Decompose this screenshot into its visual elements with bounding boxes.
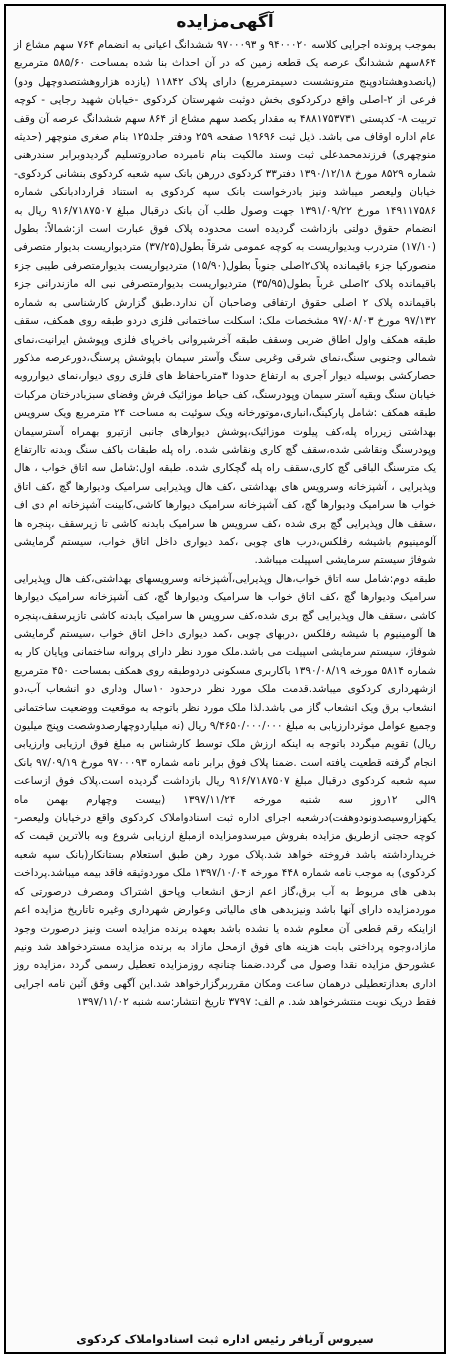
auction-notice (4, 4, 446, 1354)
notice-title: آگهی‌مزایده (176, 12, 274, 32)
notice-body (6, 36, 444, 1012)
signature-line: سیروس آریافر رئیس اداره ثبت اسنادواملاک کردکوی (76, 1332, 374, 1346)
notice-paragraph: بموجب پرونده اجرایی کلاسه ۹۴۰۰۰۲۰ و ۹۷۰۰۰۹۳ ششدانگ اعیانی به انضمام ۷۶۴ سهم مشاع از ۸۶۴سهم ششدانگ عرصه یک قطعه زمین که در آن احداث بنا شده بمساحت ۵۸۵/۶۰ مترمربع (پانصدوهشتادوپنج مترونشست دسیمترمربع) دارای پلاک ۱۱۸۴۲ (یازده هزاروهشتصدوچهل ودو) فرعی از ۲-اصلی واقع درکردکوی بخش دوثبت شهرستان کردکوی -خیابان شهید رجایی - کوچه تربیت ۸- کدپستی ۴۸۸۱۷۵۳۷۳۱ به مقدار یکصد سهم مشاع از ۸۶۴ سهم ششدانگ عرصه آن وقف عام اداره اوقاف می باشد. ذیل ثبت ۱۹۶۹۶ صفحه ۲۵۹ ودفتر جلد۱۲۵ بنام صغری منوچهر (حدیثه منوچهری) فرزندمحمدعلی ثبت وسند مالکیت بنام نامبرده صادروتسلیم گردیدوبرابر سندرهنی شماره ۸۵۲۹ مورخ ۱۳۹۰/۱۲/۱۸ دفتر۳۳ کردکوی دررهن بانک سپه شعبه کردکوی بنشانی کردکوی- خیابان ولیعصر میباشد ونیز بادرخواست بانک سپه کردکوی به استناد قراردادبانکی شماره ۱۴۹۱۱۷۵۸۶ مورخ ۱۳۹۱/۰۹/۲۲ جهت وصول طلب آن بانک درقبال مبلغ ۹۱۶/۷۱۸۷۵۰۷ ریال به انضمام حقوق دولتی بازداشت گردیده است محدوده پلاک فوق عبارت است از:شمالاً: بطول (۱۷/۱۰) متردرب وبدیواریست به کوچه عمومی شرقاً بطول(۳۷/۲۵) متردیواریست بدیوار متصرفی منصورکیا جزء باقیمانده پلاک۲اصلی جنوباً بطول(۱۵/۹۰) متردیواریست بدیوارمتصرفی طیبی جزء باقیمانده پلاک ۲اصلی غرباً بطول(۳۵/۹۵) متردیواریست بدیوارمتصرفی نبی اله مازندرانی جزء باقیمانده پلاک ۲ اصلی حقوق ارتفاقی وصاحبان آن ندارد.طبق گزارش کارشناسی به شماره ۹۷/۱۳۲ مورخ ۹۷/۰۸/۰۳ مشخصات ملک: اسکلت ساختمانی فلزی دردو طبقه روی همکف، سقف طبقه همکف واول اطاق ضربی وسقف طبقه آخرشیروانی باخرپای فلزی وپوشش ایرانیت،نمای شمالی وجنوبی سنگ،نمای شرقی وغربی سنگ وآستر سیمان باپوشش پرسنگ،دورعرصه مذکور حصارکشی بوسیله دیوار آجری به ارتفاع حدودا ۳مترباحفاظ های فلزی روی دیوار،نمای دیوارروبه خیابان سنگ وبقیه آستر سیمان وپودرسنگ، کف حیاط موزائیک فرش وفضای سبزبادرختان مرکبات طبقه همکف :شامل پارکینگ،انباری،موتورخانه ویک سوئیت به مساحت ۲۴ مترمربع ویک سرویس بهداشتی زیرراه پله،کف پیلوت موزائیک،پوشش دیوارهای جانبی ازتیرو بهمراه آسترسیمان وپودرسنگ ونقاشی شده،سقف گچ کاری ونقاشی شده. راه پله طبقات باکف سنگ وبدنه تاارتفاع یک مترسنگ الباقی گچ کاری،سقف راه پله گچکاری شده. طبقه اول:شامل سه اتاق خواب ، هال وپذیرایی ، آشپزخانه وسرویس های بهداشتی ،کف هال وپذیرایی سرامیک ودیوارها گچ ،کف اتاق خواب ها سرامیک ودیوارها گچ، کف آشپزخانه سرامیک دیوارها کاشی،کابینت آشپزخانه ام دی اف ،سقف هال وپذیرایی گچ بری شده ،کف سرویس ها سرامیک بابدنه کاشی تا زیرسقف ،پنجره ها آلومینیوم باشیشه رفلکس،درب های چوبی ،کمد دیواری داخل اتاق خواب، سیستم گرمایشی شوفاژ سیستم سرمایشی اسپیلت میباشد. (14, 39, 437, 567)
notice-paragraph: طبقه دوم:شامل سه اتاق خواب،هال وپذیرایی،آشپزخانه وسرویسهای بهداشتی،کف هال وپذیرایی سرامیک ودیوارها گچ ،کف اتاق خواب ها سرامیک ودیوارها گچ، کف آشپزخانه سرامیک دیوارها کاشی ،سقف هال وپذیرایی گچ بری شده،کف سرویس ها سرامیک بابدنه کاشی تازیرسقف،پنجره ها آلومینیوم با شیشه رفلکس ،دربهای چوبی ،کمد دیواری داخل اتاق خواب ،سیستم گرمایشی شوفاژ، سیستم سرمایشی اسپیلت می باشد.ملک مورد نظر دارای پروانه ساختمانی وپایان کار به شماره ۵۸۱۴ مورخه ۱۳۹۰/۰۸/۱۹ باکاربری مسکونی دردوطبقه روی همکف بمساحت ۴۵۰ مترمربع ازشهرداری کردکوی میباشد.قدمت ملک مورد نظر درحدود ۱۰سال وداری دو انشعاب آب،دو انشعاب برق ویک انشعاب گاز می باشد.لذا ملک مورد نظر باتوجه به موقعیت ووضعیت ساختمانی وجمیع عوامل موثردارزیابی به مبلغ ۹/۴۶۵۰/۰۰۰/۰۰۰ ریال (نه میلیاردوچهارصدوشصت وپنج میلیون ریال) تقویم میگردد باتوجه به اینکه ارزش ملک توسط کارشناس به مبلغ فوق ارزیابی وارزیابی انجام گرفته قطعیت یافته است .ضمنا پلاک فوق برابر نامه شماره ۹۷۰۰۰۹۳ مورخ ۹۷/۰۹/۱۹ بانک سپه شعبه کردکوی درقبال مبلغ ۹۱۶/۷۱۸۷۵۰۷ ریال بازداشت گردیده است.پلاک فوق ازساعت ۹الی ۱۲روز سه شنبه مورخه ۱۳۹۷/۱۱/۲۴ (بیست وچهارم بهمن ماه یکهزاروسیصدونودوهفت)درشعبه اجرای اداره ثبت اسنادواملاک کردکوی واقع درخیابان ولیعصر-کوچه حجتی ازطریق مزایده بفروش میرسدومزایده ازمبلغ ارزیابی شروع وبه بالاترین قیمت که خریدارداشته باشد فروخته خواهد شد.پلاک مورد رهن طبق استعلام بستانکار(بانک سپه شعبه کردکوی) به موجب نامه شماره ۴۴۸ مورخه ۱۳۹۷/۱۰/۰۴ ملک موردوثیقه فاقد بیمه میباشد.پرداخت بدهی های مربوط به آب برق،گاز اعم ازحق انشعاب وپاحق اشتراک ومصرف درصورتی که موردمزایده دارای آنها باشد ونیزبدهی های مالیاتی وعوارض شهرداری وغیره تاتاریخ مزایده اعم ازاینکه رقم قطعی آن معلوم شده یا نشده باشد بعهده برنده مزایده است ونیز درصورت وجود مازاد،وجوه پرداختی بابت هزینه های فوق ازمحل مازاد به برنده مزایده مستردخواهد شد ونیم عشورحق مزایده نقدا وصول می گردد.ضمنا چنانچه روزمزایده تعطیل رسمی گردد ،مزایده روز اداری بعدازتعطیلی درهمان ساعت ومکان مقرربرگزارخواهد شد.این آگهی وقق آئین نامه اجرایی فقط دریک نوبت منتشرخواهد شد. م الف: ۳۷۹۷ تاریخ انتشار:سه شنبه ۱۳۹۷/۱۱/۰۲ (14, 572, 437, 1009)
